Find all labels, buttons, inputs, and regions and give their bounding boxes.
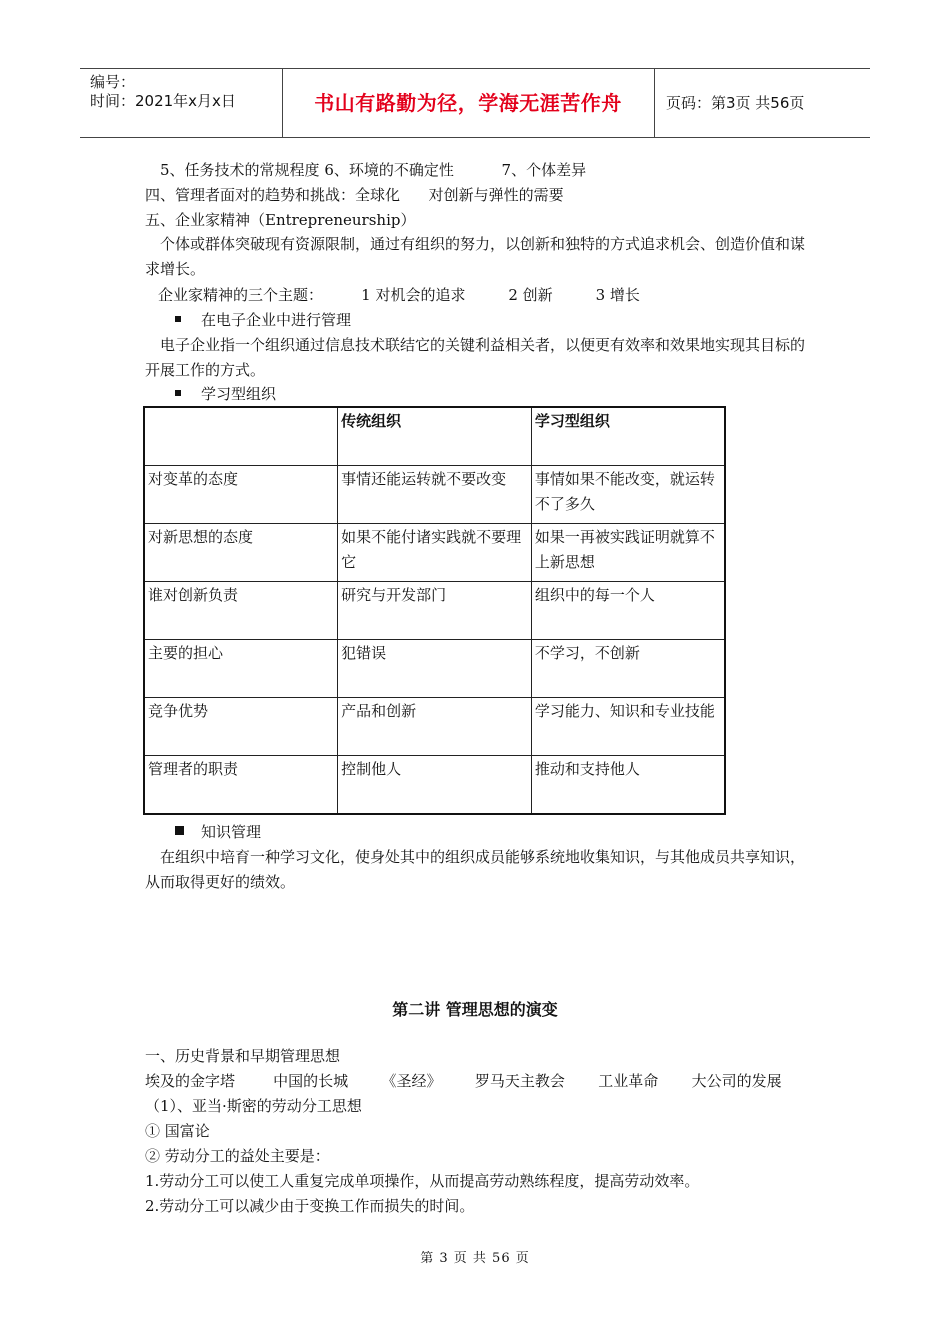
header-page-cell bbox=[654, 69, 870, 137]
text-line: 一、历史背景和早期管理思想 bbox=[145, 1047, 341, 1065]
table-row bbox=[144, 640, 725, 698]
text-line: 5、任务技术的常规程度 6、环境的不确定性 7、个体差异 bbox=[160, 161, 587, 179]
table-row bbox=[144, 756, 725, 815]
text-line: （1）、亚当·斯密的劳动分工思想 bbox=[145, 1097, 362, 1115]
bullet-icon bbox=[175, 826, 184, 835]
table-cell: 对新思想的态度 bbox=[144, 524, 338, 582]
table-cell: 如果一再被实践证明就算不上新思想 bbox=[531, 524, 725, 582]
header-motto-cell bbox=[282, 69, 655, 137]
table-cell: 研究与开发部门 bbox=[338, 582, 532, 640]
table-cell: 对变革的态度 bbox=[144, 466, 338, 524]
text-line: ② 劳动分工的益处主要是： bbox=[145, 1147, 330, 1165]
header-meta bbox=[80, 69, 283, 137]
table-cell: 竞争优势 bbox=[144, 698, 338, 756]
paragraph: 个体或群体突破现有资源限制，通过有组织的努力，以创新和独特的方式追求机会、创造价值和谋求增长。 bbox=[145, 235, 806, 278]
table-cell: 如果不能付诸实践就不要理它 bbox=[338, 524, 532, 582]
bullet-item bbox=[175, 822, 261, 842]
section-title: 第二讲 管理思想的演变 bbox=[392, 1000, 558, 1019]
header-page-code: 页码：第3页 共56页 bbox=[666, 94, 805, 112]
table-cell: 学习能力、知识和专业技能 bbox=[531, 698, 725, 756]
bullet-icon bbox=[175, 316, 181, 322]
paragraph: 在组织中培育一种学习文化，使身处其中的组织成员能够系统地收集知识，与其他成员共享知识，从而取得更好的绩效。 bbox=[145, 848, 806, 891]
table-cell: 产品和创新 bbox=[338, 698, 532, 756]
table-cell: 推动和支持他人 bbox=[531, 756, 725, 815]
bullet-text: 在电子企业中进行管理 bbox=[201, 311, 352, 329]
bullet-item bbox=[175, 310, 351, 330]
page-header bbox=[80, 68, 870, 138]
table-header-cell: 学习型组织 bbox=[531, 407, 725, 466]
table-cell: 谁对创新负责 bbox=[144, 582, 338, 640]
page-footer: 第 3 页 共 56 页 bbox=[420, 1251, 530, 1266]
text-line: 四、管理者面对的趋势和挑战：全球化 对创新与弹性的需要 bbox=[145, 186, 564, 204]
bullet-text: 学习型组织 bbox=[201, 385, 277, 403]
text-line: 企业家精神的三个主题： 1 对机会的追求 2 创新 3 增长 bbox=[158, 286, 640, 304]
table-header-cell bbox=[144, 407, 338, 466]
table-cell: 不学习，不创新 bbox=[531, 640, 725, 698]
paragraph: 电子企业指一个组织通过信息技术联结它的关键利益相关者，以便更有效率和效果地实现其目标的开展工作的方式。 bbox=[145, 336, 806, 379]
bullet-icon bbox=[175, 390, 181, 396]
table-header-cell: 传统组织 bbox=[338, 407, 532, 466]
text-line: 五、企业家精神（Entrepreneurship） bbox=[145, 211, 416, 229]
bullet-item bbox=[175, 384, 276, 404]
comparison-table bbox=[143, 406, 726, 815]
table-cell: 犯错误 bbox=[338, 640, 532, 698]
table-row bbox=[144, 524, 725, 582]
table-header-row bbox=[144, 407, 725, 466]
header-motto: 书山有路勤为径，学海无涯苦作舟 bbox=[314, 91, 622, 115]
table-row bbox=[144, 466, 725, 524]
date-label: 时间：2021年x月x日 bbox=[90, 92, 236, 110]
table-cell: 控制他人 bbox=[338, 756, 532, 815]
table-cell: 事情还能运转就不要改变 bbox=[338, 466, 532, 524]
table-row bbox=[144, 698, 725, 756]
table-row bbox=[144, 582, 725, 640]
table-cell: 事情如果不能改变，就运转不了多久 bbox=[531, 466, 725, 524]
text-line: 2.劳动分工可以减少由于变换工作而损失的时间。 bbox=[145, 1197, 475, 1215]
table-cell: 主要的担心 bbox=[144, 640, 338, 698]
table-cell: 组织中的每一个人 bbox=[531, 582, 725, 640]
number-label: 编号： bbox=[90, 73, 136, 91]
text-line: ① 国富论 bbox=[145, 1122, 210, 1140]
table-cell: 管理者的职责 bbox=[144, 756, 338, 815]
text-line: 埃及的金字塔 中国的长城 《圣经》 罗马天主教会 工业革命 大公司的发展 bbox=[145, 1072, 782, 1090]
text-line: 1.劳动分工可以使工人重复完成单项操作，从而提高劳动熟练程度，提高劳动效率。 bbox=[145, 1172, 700, 1190]
bullet-text: 知识管理 bbox=[201, 823, 262, 841]
